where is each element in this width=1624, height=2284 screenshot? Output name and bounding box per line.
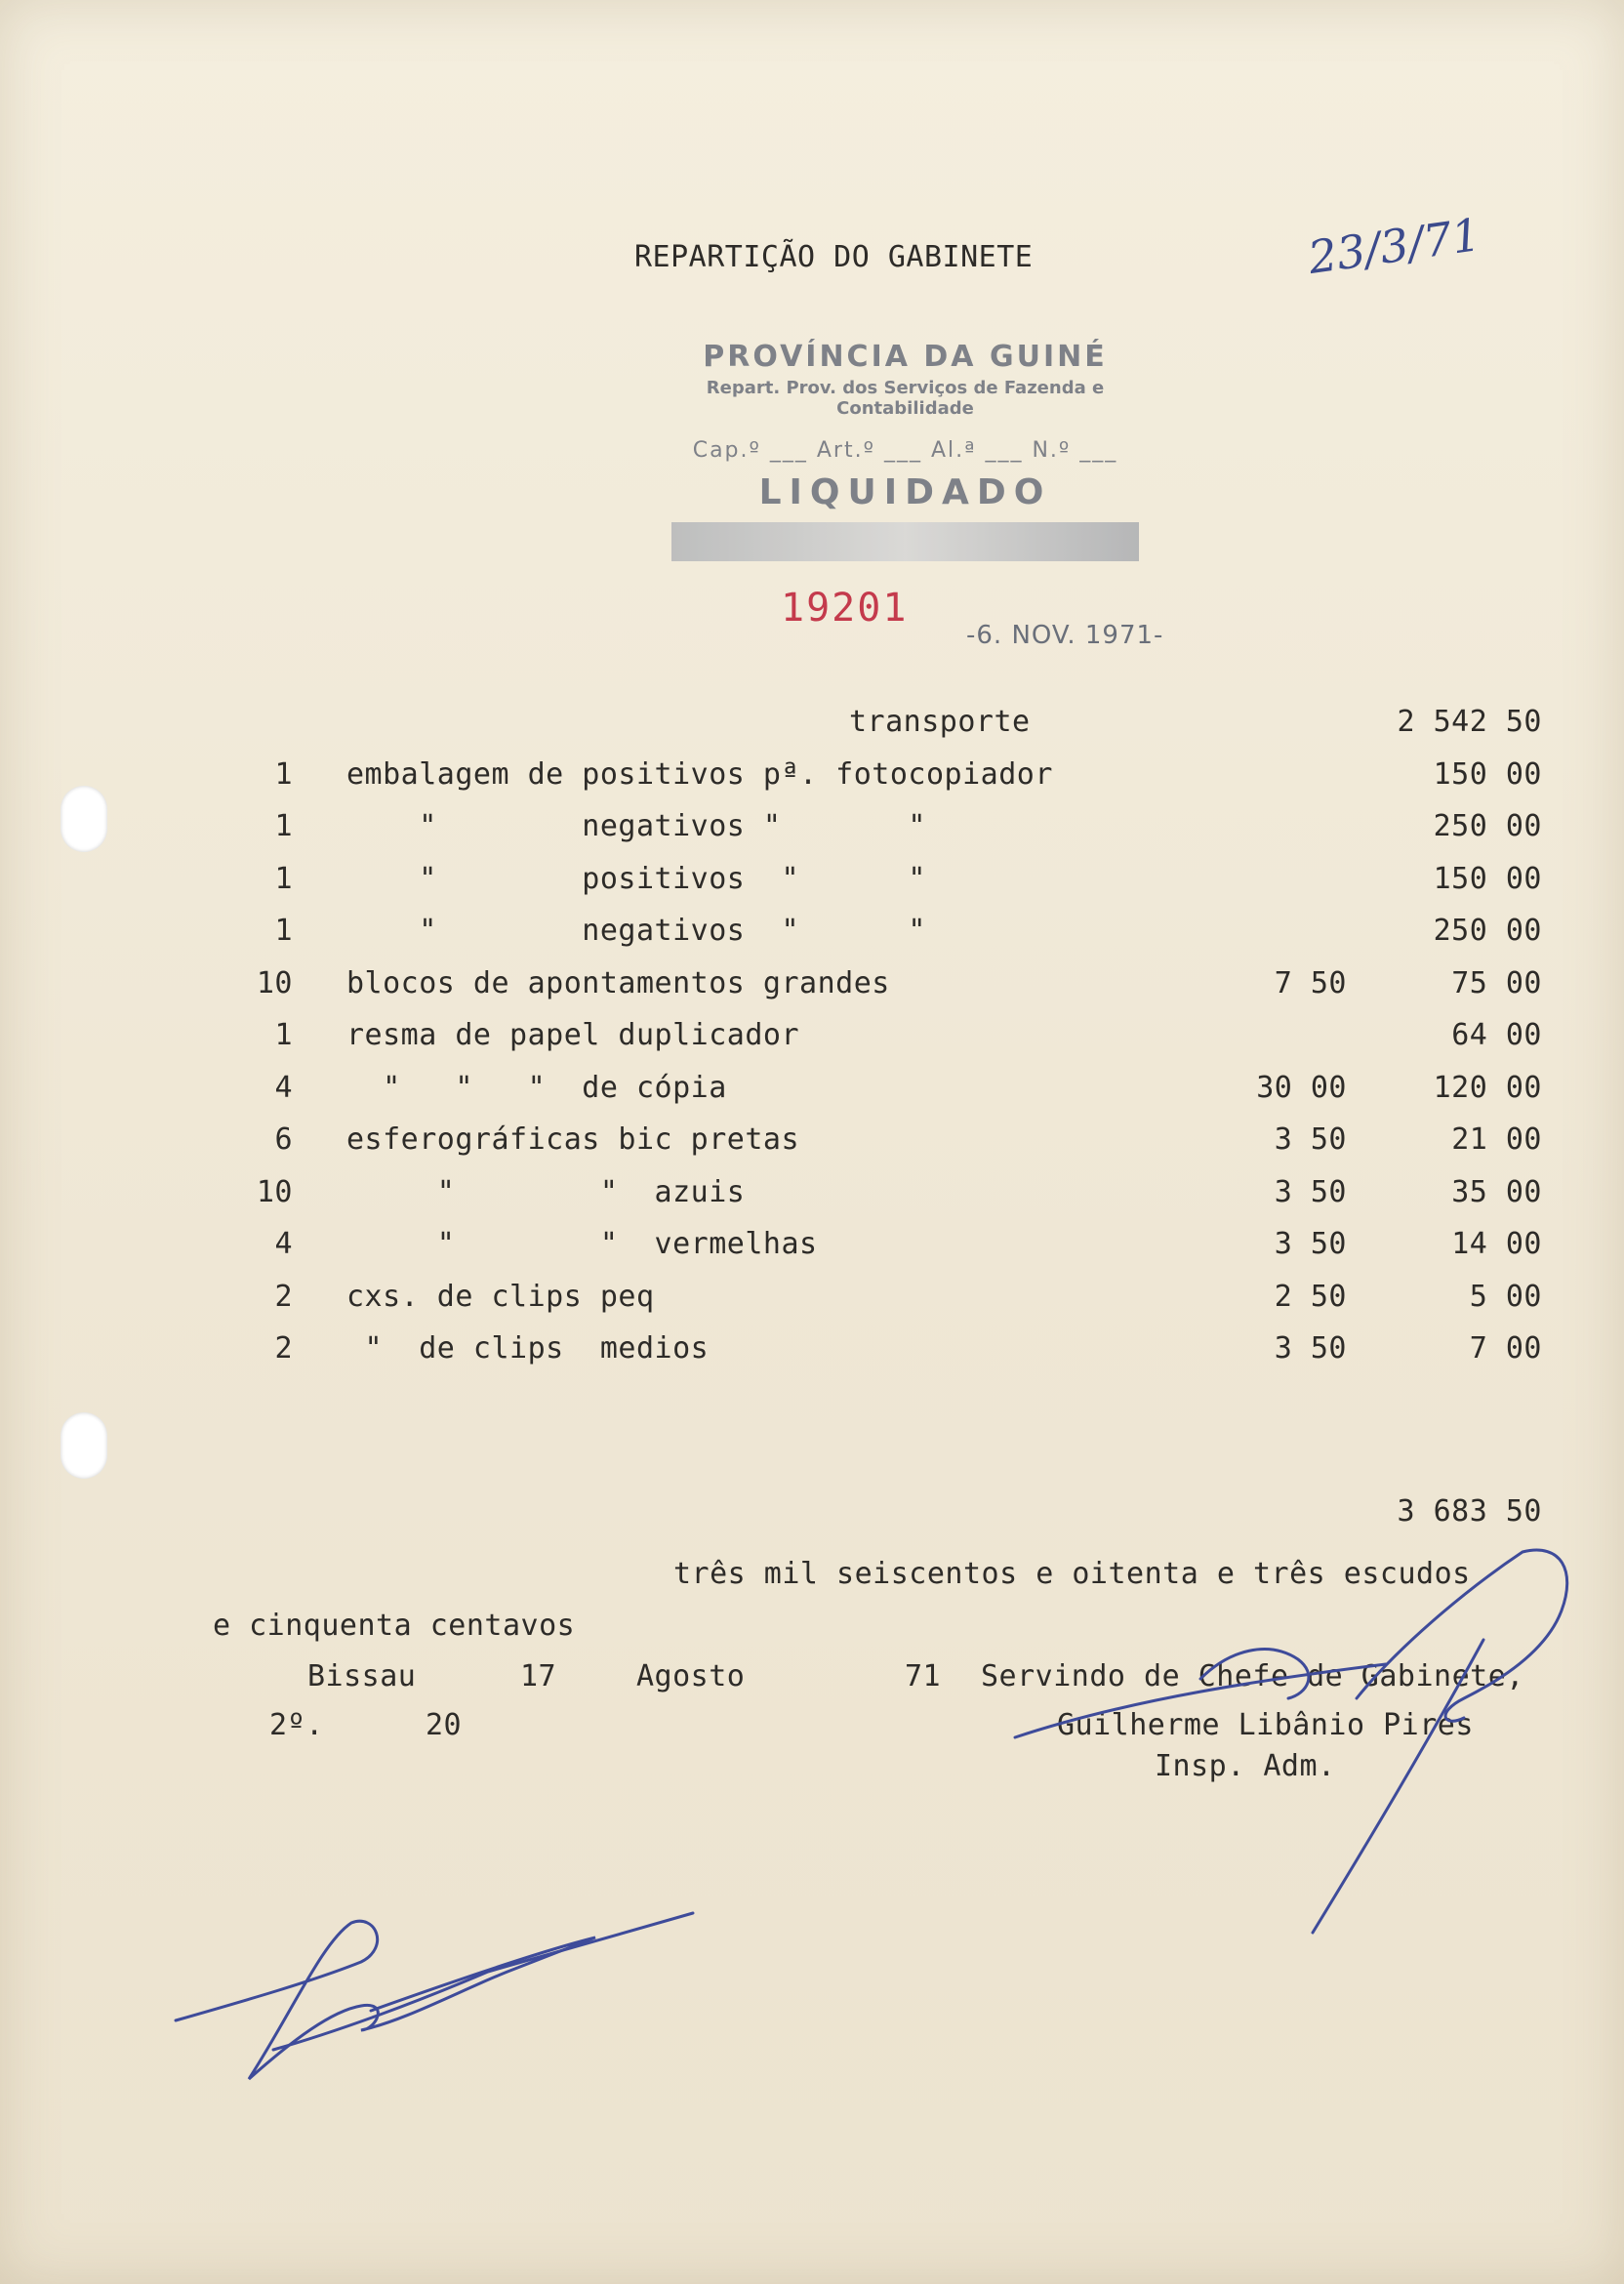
item-qty: 1 bbox=[274, 862, 293, 896]
item-unit-price: 3 50 bbox=[1274, 1122, 1347, 1157]
item-desc: " de clips medios bbox=[346, 1331, 710, 1366]
item-total: 250 00 bbox=[1433, 809, 1542, 843]
item-total: 150 00 bbox=[1433, 757, 1542, 792]
item-desc: resma de papel duplicador bbox=[346, 1018, 800, 1052]
item-total: 64 00 bbox=[1451, 1018, 1542, 1052]
carried-forward-amount: 2 542 50 bbox=[1397, 705, 1542, 739]
item-desc: " " vermelhas bbox=[346, 1227, 818, 1261]
item-unit-price: 30 00 bbox=[1256, 1071, 1347, 1105]
item-unit-price: 3 50 bbox=[1274, 1175, 1347, 1209]
item-unit-price: 3 50 bbox=[1274, 1227, 1347, 1261]
item-qty: 4 bbox=[274, 1227, 293, 1261]
item-unit-price: 2 50 bbox=[1274, 1280, 1347, 1314]
grand-total: 3 683 50 bbox=[1397, 1494, 1542, 1529]
signatory-name: Guilherme Libânio Pires bbox=[1057, 1708, 1474, 1742]
amount-in-words-line2: e cinquenta centavos bbox=[213, 1609, 576, 1643]
item-desc: blocos de apontamentos grandes bbox=[346, 966, 890, 1000]
stamp-office: Repart. Prov. dos Serviços de Fazenda e Contabilidade bbox=[706, 378, 1105, 419]
item-desc: " " " de cópia bbox=[346, 1071, 727, 1105]
item-qty: 2 bbox=[274, 1331, 293, 1366]
carried-forward-label: transporte bbox=[849, 705, 1031, 739]
item-desc: esferográficas bic pretas bbox=[346, 1122, 800, 1157]
document-title: REPARTIÇÃO DO GABINETE bbox=[634, 240, 1034, 274]
month: Agosto bbox=[636, 1659, 746, 1693]
item-qty: 6 bbox=[274, 1122, 293, 1157]
item-total: 21 00 bbox=[1451, 1122, 1542, 1157]
amount-in-words-line1: três mil seiscentos e oitenta e três escudos bbox=[673, 1557, 1471, 1591]
item-qty: 4 bbox=[274, 1071, 293, 1105]
item-qty: 10 bbox=[256, 966, 293, 1000]
officer-signature bbox=[976, 1532, 1601, 1962]
item-qty: 1 bbox=[274, 914, 293, 948]
year: 71 bbox=[905, 1659, 942, 1693]
item-qty: 2 bbox=[274, 1280, 293, 1314]
stamp-fields: Cap.º ___ Art.º ___ Al.ª ___ N.º ___ bbox=[692, 438, 1118, 463]
item-total: 150 00 bbox=[1433, 862, 1542, 896]
liquidado-stamp bbox=[664, 332, 1147, 576]
item-total: 7 00 bbox=[1469, 1331, 1542, 1366]
item-total: 120 00 bbox=[1433, 1071, 1542, 1105]
item-unit-price: 7 50 bbox=[1274, 966, 1347, 1000]
approval-signature bbox=[166, 1894, 712, 2108]
section-number: 2º. bbox=[269, 1708, 324, 1742]
stamp-status: LIQUIDADO bbox=[758, 472, 1052, 512]
item-total: 14 00 bbox=[1451, 1227, 1542, 1261]
item-desc: " negativos " " bbox=[346, 914, 926, 948]
item-desc: embalagem de positivos pª. fotocopiador bbox=[346, 757, 1053, 792]
reference-number: 20 bbox=[426, 1708, 463, 1742]
item-desc: " negativos " " bbox=[346, 809, 926, 843]
handwritten-date: 23/3/71 bbox=[1305, 207, 1484, 285]
item-total: 75 00 bbox=[1451, 966, 1542, 1000]
item-unit-price: 3 50 bbox=[1274, 1331, 1347, 1366]
signatory-role: Servindo de Chefe de Gabinete, bbox=[981, 1659, 1524, 1693]
item-desc: " positivos " " bbox=[346, 862, 926, 896]
punch-hole-top bbox=[61, 786, 107, 852]
item-desc: cxs. de clips peq bbox=[346, 1280, 655, 1314]
item-qty: 1 bbox=[274, 1018, 293, 1052]
item-total: 250 00 bbox=[1433, 914, 1542, 948]
item-total: 35 00 bbox=[1451, 1175, 1542, 1209]
signatory-title: Insp. Adm. bbox=[1155, 1749, 1336, 1783]
stamp-date: -6. NOV. 1971- bbox=[966, 621, 1164, 650]
item-total: 5 00 bbox=[1469, 1280, 1542, 1314]
item-qty: 1 bbox=[274, 757, 293, 792]
place: Bissau bbox=[307, 1659, 417, 1693]
item-qty: 10 bbox=[256, 1175, 293, 1209]
stamp-signature-band bbox=[671, 522, 1139, 561]
item-desc: " " azuis bbox=[346, 1175, 746, 1209]
item-qty: 1 bbox=[274, 809, 293, 843]
stamp-province: PROVÍNCIA DA GUINÉ bbox=[703, 340, 1108, 374]
punch-hole-bottom bbox=[61, 1412, 107, 1479]
day: 17 bbox=[520, 1659, 557, 1693]
stamp-number: 19201 bbox=[781, 586, 909, 631]
